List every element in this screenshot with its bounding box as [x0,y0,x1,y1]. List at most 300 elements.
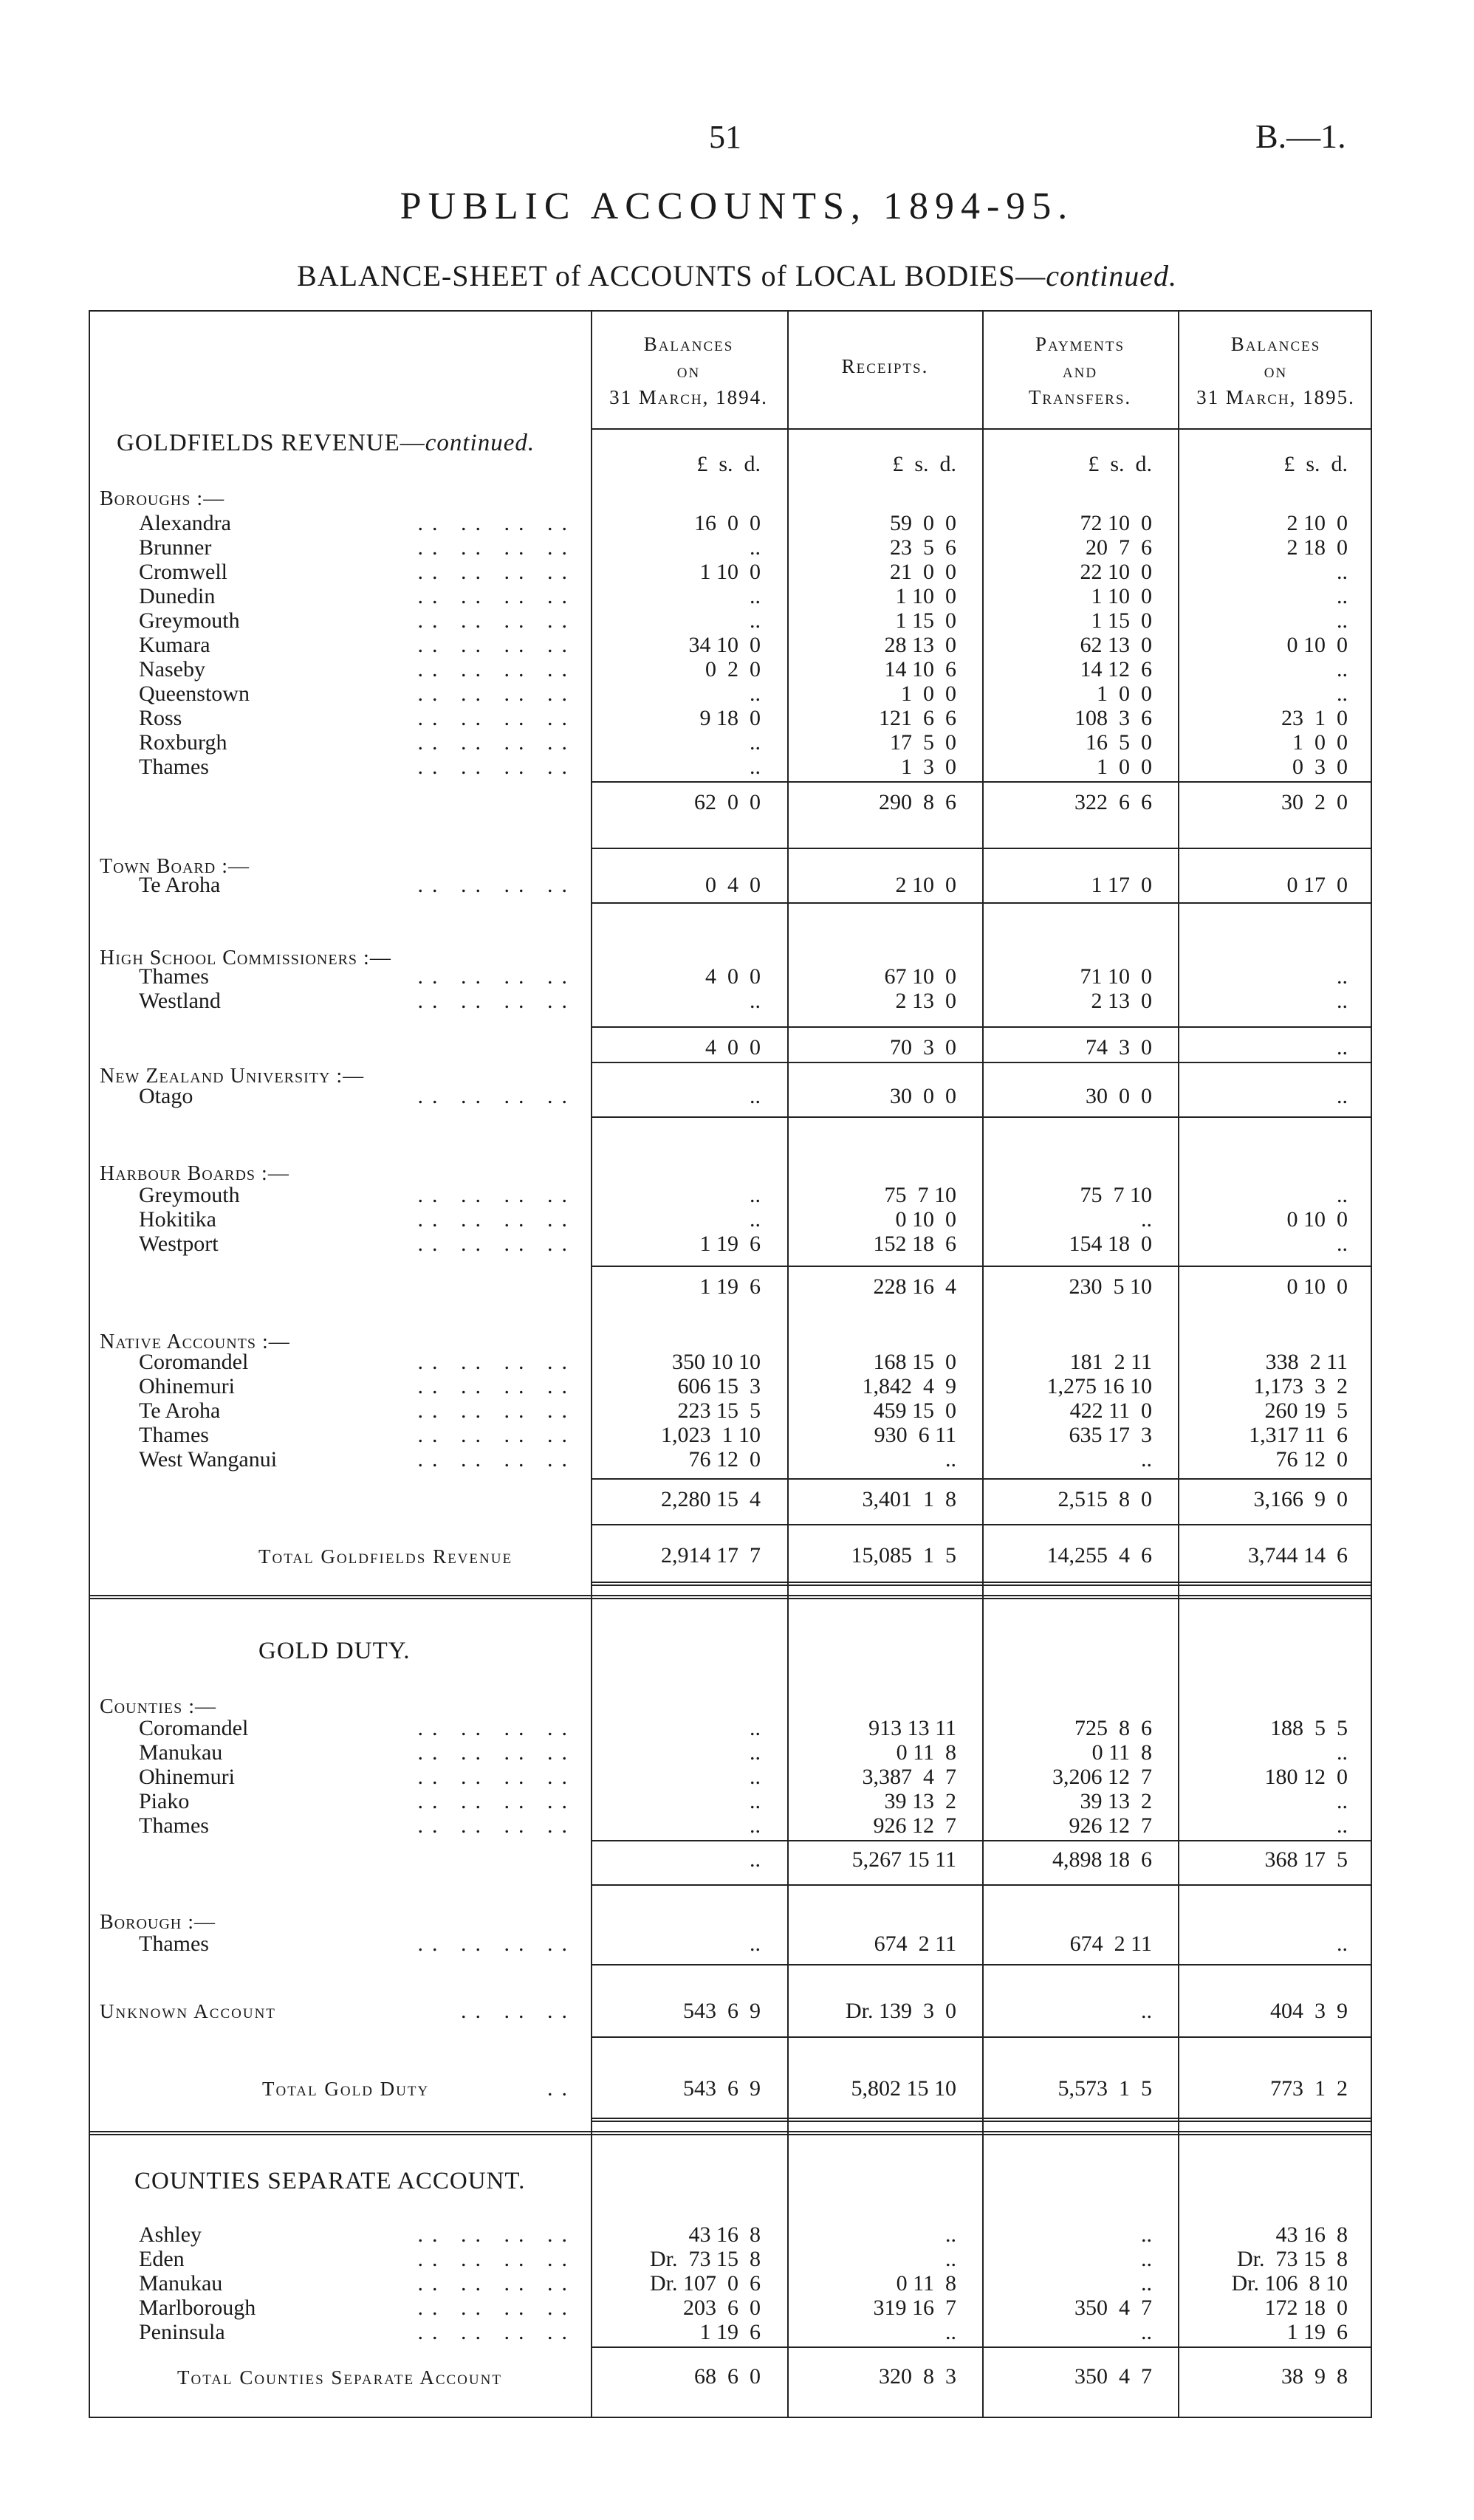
rule [591,1116,1372,1118]
county-cell: 0 11 8 [896,1740,956,1765]
column-header-4-line: Balances [1230,333,1321,355]
harbour-row [0,1232,1474,1256]
boroughs-total-cell: 322 6 6 [1074,790,1152,814]
borough-gd-cell: .. [1337,1932,1348,1956]
borough-cell: .. [750,755,761,779]
leader-dots: .. .. .. .. [417,1932,576,1956]
native-name: Ohinemuri [139,1374,235,1398]
counties-total-cell: 5,267 15 11 [851,1847,956,1872]
leader-dots: .. .. .. .. [417,608,576,633]
borough-row [0,657,1474,682]
page-title: PUBLIC ACCOUNTS, 1894-95. [400,185,1074,227]
section-goldfields-text: GOLDFIELDS REVENUE— [117,430,425,456]
section-gold-duty [258,1638,411,1665]
native-cell: 606 15 3 [677,1374,761,1398]
harbour-cell: .. [1141,1207,1152,1232]
counties-total-cell: .. [750,1847,761,1872]
column-header-2-line: Receipts. [841,355,929,377]
borough-name: Ross [139,706,182,730]
county-cell: .. [750,1716,761,1740]
leader-dots: .. .. .. .. [417,989,576,1013]
group-high-school: High School Commissioners :— [100,947,391,969]
leader-dots: .. .. .. .. [417,1398,576,1423]
native-cell: 260 19 5 [1264,1398,1348,1423]
borough-cell: 0 2 0 [705,657,761,682]
leader-dots: .. .. .. .. [417,633,576,657]
counties-separate-name: Manukau [139,2271,223,2296]
native-cell: 1,842 4 9 [862,1374,956,1398]
section-goldfields [117,430,535,457]
native-row [0,1350,1474,1374]
borough-gd-name: Thames [139,1932,209,1956]
leader-dots: .. .. .. .. [417,1232,576,1256]
native-cell: 76 12 0 [688,1447,761,1472]
leader-dots: .. .. .. .. [417,535,576,560]
total-goldfields [0,1543,1474,1568]
county-cell: 913 13 11 [868,1716,956,1740]
high-school-row [0,989,1474,1013]
county-cell: 725 8 6 [1074,1716,1152,1740]
boroughs-total-cell: 30 2 0 [1281,790,1348,814]
borough-name: Naseby [139,657,205,682]
leader-dots: .. .. .. .. [417,964,576,989]
borough-cell: 1 10 0 [1091,584,1152,608]
total-counties-separate-cell: 350 4 7 [1074,2364,1152,2389]
leader-dots: .. .. .. [461,1999,576,2023]
borough-cell: 2 18 0 [1286,535,1348,560]
high-school-cell: 2 13 0 [1091,989,1152,1013]
university-cell: 30 0 0 [890,1084,956,1108]
borough-cell: 59 0 0 [890,511,956,535]
county-name: Coromandel [139,1716,249,1740]
column-header-1 [591,331,786,411]
total-goldfields-cell: 15,085 1 5 [851,1543,956,1568]
column-header-3 [982,331,1178,411]
borough-cell: 23 1 0 [1281,706,1348,730]
native-cell: .. [945,1447,956,1472]
counties-separate-cell: 43 16 8 [688,2222,761,2247]
counties-separate-cell: 43 16 8 [1275,2222,1348,2247]
borough-cell: 1 0 0 [1097,682,1152,706]
borough-cell: .. [1337,608,1348,633]
rule [591,2036,1372,2038]
county-cell: .. [750,1740,761,1765]
borough-cell: 1 3 0 [901,755,956,779]
harbour-cell: .. [1337,1232,1348,1256]
column-header-4-line: on [1264,360,1288,382]
group-town-board: Town Board :— [100,855,250,878]
high-school-total-cell: .. [1337,1035,1348,1060]
leader-dots: .. .. .. .. [417,1084,576,1108]
borough-row [0,535,1474,560]
section-gold-duty-text: GOLD DUTY. [258,1638,411,1664]
leader-dots: .. [547,2076,576,2101]
counties-separate-cell: .. [945,2247,956,2271]
section-counties-separate-text: COUNTIES SEPARATE ACCOUNT. [134,2168,526,2194]
subtitle-italic: continued. [1046,259,1177,292]
borough-row [0,511,1474,535]
county-name: Thames [139,1813,209,1838]
unknown-account-cell: Dr. 139 3 0 [846,1999,956,2023]
unknown-account-label: Unknown Account [100,2000,276,2022]
header-rule [591,428,1372,430]
borough-gd-cell: 674 2 11 [1069,1932,1152,1956]
county-row [0,1740,1474,1765]
native-cell: 223 15 5 [677,1398,761,1423]
borough-row [0,560,1474,584]
group-native: Native Accounts :— [100,1331,290,1353]
currency-heading-2: £ s. d. [892,452,956,476]
counties-total [0,1847,1474,1872]
group-university: New Zealand University :— [100,1065,365,1088]
university-name: Otago [139,1084,193,1108]
county-row [0,1789,1474,1813]
harbour-cell: 75 7 10 [1080,1183,1152,1207]
total-counties-separate [0,2364,1474,2389]
native-row [0,1398,1474,1423]
high-school-cell: .. [1337,989,1348,1013]
rule [591,848,1372,849]
total-counties-separate-cell: 38 9 8 [1281,2364,1348,2389]
borough-cell: .. [750,535,761,560]
counties-separate-cell: Dr. 73 15 8 [1237,2247,1348,2271]
column-header-3-line: and [1062,360,1098,382]
harbour-cell: 0 10 0 [1286,1207,1348,1232]
borough-name: Thames [139,755,209,779]
native-total [0,1487,1474,1511]
high-school-total [0,1035,1474,1060]
borough-cell: 1 10 0 [895,584,956,608]
borough-cell: 121 6 6 [879,706,956,730]
leader-dots: .. .. .. .. [417,873,576,897]
high-school-name: Westland [139,989,221,1013]
high-school-name: Thames [139,964,209,989]
harbour-row [0,1183,1474,1207]
native-cell: 338 2 11 [1265,1350,1348,1374]
borough-name: Greymouth [139,608,240,633]
county-cell: 926 12 7 [873,1813,956,1838]
borough-cell: 1 0 0 [1292,730,1348,755]
counties-separate-cell: Dr. 73 15 8 [650,2247,761,2271]
county-cell: .. [750,1765,761,1789]
leader-dots: .. .. .. .. [417,2320,576,2344]
total-counties-separate-cell: 320 8 3 [879,2364,956,2389]
subtotal-rule [591,1266,1372,1267]
borough-name: Queenstown [139,682,250,706]
borough-cell: 34 10 0 [688,633,761,657]
counties-separate-cell: 350 4 7 [1074,2296,1152,2320]
subtotal-rule [591,1026,1372,1028]
counties-separate-cell: .. [945,2320,956,2344]
harbour-cell: .. [750,1183,761,1207]
total-gold-duty-label: Total Gold Duty [262,2078,430,2100]
high-school-cell: 67 10 0 [884,964,956,989]
town-board-name: Te Aroha [139,873,221,897]
subtotal-rule [591,2346,1372,2348]
borough-cell: 16 5 0 [1086,730,1152,755]
column-header-4-line: 31 March, 1895. [1196,386,1355,408]
leader-dots: .. .. .. .. [417,1789,576,1813]
total-gold-duty-cell: 543 6 9 [683,2076,761,2101]
native-row [0,1447,1474,1472]
leader-dots: .. .. .. .. [417,755,576,779]
rule [591,902,1372,904]
total-goldfields-cell: 3,744 14 6 [1248,1543,1348,1568]
native-total-cell: 2,280 15 4 [661,1487,761,1511]
leader-dots: .. .. .. .. [417,730,576,755]
counties-separate-name: Ashley [139,2222,202,2247]
borough-cell: 14 12 6 [1080,657,1152,682]
county-cell: 3,387 4 7 [862,1765,956,1789]
counties-separate-name: Peninsula [139,2320,225,2344]
subtotal-rule [591,1840,1372,1841]
native-row [0,1374,1474,1398]
county-name: Manukau [139,1740,223,1765]
leader-dots: .. .. .. .. [417,706,576,730]
town-board-cell: 2 10 0 [895,873,956,897]
rule [591,1524,1372,1525]
leader-dots: .. .. .. .. [417,1183,576,1207]
group-borough-gd: Borough :— [100,1911,216,1934]
town-board-row [0,873,1474,897]
borough-cell: 1 10 0 [699,560,761,584]
double-rule [591,1582,1372,1586]
harbour-cell: 75 7 10 [884,1183,956,1207]
leader-dots: .. .. .. .. [417,1207,576,1232]
county-cell: 39 13 2 [1080,1789,1152,1813]
borough-row [0,730,1474,755]
borough-cell: 28 13 0 [884,633,956,657]
borough-cell: 0 3 0 [1292,755,1348,779]
borough-cell: 62 13 0 [1080,633,1152,657]
borough-cell: .. [750,682,761,706]
county-cell: 0 11 8 [1091,1740,1152,1765]
counties-separate-cell: 1 19 6 [699,2320,761,2344]
counties-separate-row [0,2247,1474,2271]
leader-dots: .. .. .. .. [417,2222,576,2247]
native-cell: 181 2 11 [1069,1350,1152,1374]
native-cell: 635 17 3 [1069,1423,1152,1447]
borough-gd-cell: .. [750,1932,761,1956]
section-rule [89,1595,1372,1599]
county-cell: .. [1337,1789,1348,1813]
borough-name: Alexandra [139,511,231,535]
leader-dots: .. .. .. .. [417,657,576,682]
column-header-1-line: 31 March, 1894. [609,386,768,408]
unknown-account-cell: .. [1141,1999,1152,2023]
harbour-total [0,1274,1474,1299]
borough-cell: .. [750,730,761,755]
column-header-2 [787,353,983,380]
county-cell: .. [1337,1813,1348,1838]
rule [591,1884,1372,1886]
native-cell: 930 6 11 [874,1423,956,1447]
county-cell: 188 5 5 [1270,1716,1348,1740]
native-row [0,1423,1474,1447]
borough-name: Dunedin [139,584,216,608]
harbour-total-cell: 1 19 6 [699,1274,761,1299]
borough-cell: 17 5 0 [890,730,956,755]
counties-separate-cell: .. [1141,2271,1152,2296]
leader-dots: .. .. .. .. [417,1813,576,1838]
harbour-cell: 0 10 0 [895,1207,956,1232]
leader-dots: .. .. .. .. [417,1374,576,1398]
county-row [0,1765,1474,1789]
harbour-total-cell: 0 10 0 [1286,1274,1348,1299]
native-cell: 350 10 10 [672,1350,761,1374]
native-cell: 1,317 11 6 [1249,1423,1348,1447]
column-header-3-line: Payments [1035,333,1125,355]
borough-row [0,584,1474,608]
borough-cell: 1 15 0 [1091,608,1152,633]
rule [591,1964,1372,1965]
subtitle-main: BALANCE-SHEET of ACCOUNTS of LOCAL BODIES— [297,259,1046,292]
harbour-total-cell: 230 5 10 [1069,1274,1152,1299]
native-cell: 168 15 0 [873,1350,956,1374]
counties-separate-cell: 1 19 6 [1286,2320,1348,2344]
borough-row [0,706,1474,730]
column-header-4 [1178,331,1374,411]
total-gold-duty-row [0,2076,1474,2101]
harbour-name: Greymouth [139,1183,240,1207]
leader-dots: .. .. .. .. [417,1423,576,1447]
county-name: Ohinemuri [139,1765,235,1789]
harbour-cell: 1 19 6 [699,1232,761,1256]
counties-separate-row [0,2296,1474,2320]
borough-cell: 22 10 0 [1080,560,1152,584]
counties-separate-cell: 0 11 8 [896,2271,956,2296]
native-cell: 1,275 16 10 [1046,1374,1152,1398]
borough-row [0,633,1474,657]
university-cell: 30 0 0 [1086,1084,1152,1108]
harbour-cell: 152 18 6 [873,1232,956,1256]
county-row [0,1813,1474,1838]
native-name: Thames [139,1423,209,1447]
borough-cell: 1 0 0 [1097,755,1152,779]
borough-name: Cromwell [139,560,227,584]
column-header-1-line: on [676,360,701,382]
group-harbour: Harbour Boards :— [100,1162,289,1185]
page-subtitle [0,258,1474,293]
native-cell: 459 15 0 [873,1398,956,1423]
county-cell: .. [750,1813,761,1838]
leader-dots: .. .. .. .. [417,1350,576,1374]
counties-separate-name: Eden [139,2247,185,2271]
leader-dots: .. .. .. .. [417,1740,576,1765]
counties-total-cell: 4,898 18 6 [1052,1847,1152,1872]
counties-separate-cell: .. [1141,2247,1152,2271]
harbour-cell: .. [1337,1183,1348,1207]
leader-dots: .. .. .. .. [417,682,576,706]
borough-cell: 20 7 6 [1086,535,1152,560]
unknown-account-row [0,1999,1474,2023]
borough-row [0,608,1474,633]
counties-separate-row [0,2320,1474,2344]
leader-dots: .. .. .. .. [417,2247,576,2271]
section-counties-separate [134,2168,525,2195]
column-header-3-line: Transfers. [1028,386,1132,408]
currency-heading-3: £ s. d. [1088,452,1152,476]
native-total-cell: 3,401 1 8 [862,1487,956,1511]
county-cell: 39 13 2 [884,1789,956,1813]
section-rule [89,2131,1372,2135]
counties-separate-cell: Dr. 106 8 10 [1231,2271,1348,2296]
town-board-cell: 1 17 0 [1091,873,1152,897]
borough-name: Kumara [139,633,210,657]
harbour-name: Hokitika [139,1207,216,1232]
borough-name: Brunner [139,535,212,560]
county-cell: 926 12 7 [1069,1813,1152,1838]
borough-name: Roxburgh [139,730,227,755]
county-row [0,1716,1474,1740]
harbour-row [0,1207,1474,1232]
borough-cell: .. [750,608,761,633]
borough-cell: 108 3 6 [1074,706,1152,730]
high-school-cell: 4 0 0 [705,964,761,989]
harbour-cell: 154 18 0 [1069,1232,1152,1256]
native-cell: .. [1141,1447,1152,1472]
borough-cell: 14 10 6 [884,657,956,682]
borough-cell: 2 10 0 [1286,511,1348,535]
high-school-total-cell: 74 3 0 [1086,1035,1152,1060]
subtotal-rule [591,1478,1372,1480]
borough-cell: 1 15 0 [895,608,956,633]
high-school-total-cell: 4 0 0 [705,1035,761,1060]
counties-separate-row [0,2271,1474,2296]
double-rule [591,2118,1372,2122]
native-name: West Wanganui [139,1447,278,1472]
native-name: Coromandel [139,1350,249,1374]
county-name: Piako [139,1789,190,1813]
borough-row [0,682,1474,706]
group-boroughs: Boroughs :— [100,487,225,510]
borough-cell: .. [1337,584,1348,608]
native-name: Te Aroha [139,1398,221,1423]
column-header-1-line: Balances [643,333,734,355]
unknown-account-cell: 404 3 9 [1270,1999,1348,2023]
native-total-cell: 3,166 9 0 [1253,1487,1348,1511]
borough-gd-row [0,1932,1474,1956]
leader-dots: .. .. .. .. [417,2296,576,2320]
section-goldfields-italic: continued. [425,430,535,456]
leader-dots: .. .. .. .. [417,2271,576,2296]
town-board-cell: 0 17 0 [1286,873,1348,897]
counties-separate-cell: 319 16 7 [873,2296,956,2320]
counties-separate-row [0,2222,1474,2247]
county-cell: .. [750,1789,761,1813]
boroughs-total-cell: 290 8 6 [879,790,956,814]
borough-cell: 1 0 0 [901,682,956,706]
native-cell: 422 11 0 [1069,1398,1152,1423]
total-goldfields-label: Total Goldfields Revenue [258,1545,513,1568]
rule [591,1062,1372,1063]
harbour-total-cell: 228 16 4 [873,1274,956,1299]
native-cell: 1,173 3 2 [1253,1374,1348,1398]
currency-heading-4: £ s. d. [1283,452,1348,476]
counties-separate-cell: .. [1141,2320,1152,2344]
counties-separate-cell: Dr. 107 0 6 [650,2271,761,2296]
high-school-total-cell: 70 3 0 [890,1035,956,1060]
high-school-cell: 2 13 0 [895,989,956,1013]
town-board-cell: 0 4 0 [705,873,761,897]
university-cell: .. [750,1084,761,1108]
group-counties: Counties :— [100,1695,217,1718]
borough-cell: .. [1337,682,1348,706]
borough-cell: 72 10 0 [1080,511,1152,535]
county-cell: 180 12 0 [1264,1765,1348,1789]
boroughs-total-cell: 62 0 0 [694,790,761,814]
counties-separate-name: Marlborough [139,2296,256,2320]
